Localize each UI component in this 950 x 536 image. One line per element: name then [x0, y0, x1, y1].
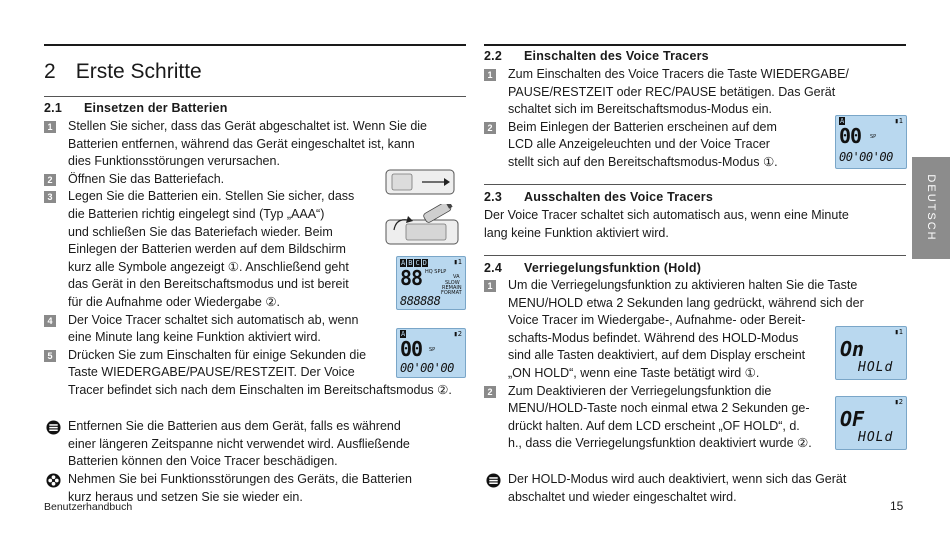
chapter-title: Erste Schritte: [75, 60, 202, 83]
section-2-4-heading: [484, 261, 701, 275]
note-text-line: Nehmen Sie bei Funktionsstörungen des Geräts, die Batterien: [68, 472, 412, 486]
step-text-line: Beim Einlegen der Batterien erscheinen auf dem: [508, 119, 777, 134]
section-2-1-heading: [44, 101, 228, 115]
step-text-line: und schließen Sie das Bateriefach wieder. Beim: [68, 224, 333, 239]
lcd-digit-row: 888888: [400, 294, 441, 308]
step-text-line: Drücken Sie zum Einschalten für einige Sekunden die: [68, 347, 367, 362]
lcd-big-text: On: [840, 337, 865, 361]
note-item: [484, 471, 846, 506]
lcd-big-digits: 88: [400, 266, 423, 290]
section-rule: [484, 255, 906, 256]
section-number: 2.4: [484, 261, 502, 275]
step-text-line: Taste WIEDERGABE/PAUSE/RESTZEIT. Der Voice: [68, 365, 355, 380]
lcd-hold-text: HOLd: [858, 430, 894, 445]
step-text-line: „ON HOLD“, wenn eine Taste betätigt wird ①.: [508, 365, 760, 380]
section-title: Einsetzen der Batterien: [84, 101, 228, 115]
step-text-line: drückt halten. Auf dem LCD erscheint „OF HOLD“, d.: [508, 418, 800, 433]
step-text-line: Batterien entfernen, während das Gerät eingeschaltet ist, kann: [68, 136, 415, 151]
step-number-badge: 1: [484, 280, 496, 292]
step-text-line: PAUSE/RESTZEIT oder REC/PAUSE betätigen. Das Gerät: [508, 84, 836, 99]
lcd-on-hold: [835, 326, 907, 380]
step-number-badge: 5: [44, 350, 56, 362]
lcd-hold-text: HOLd: [858, 360, 894, 375]
lcd-battery-badge: ▮2: [453, 330, 462, 338]
step-number-badge: 2: [484, 386, 496, 398]
step-text-line: schaltet sich im Bereitschaftsmodus-Modus ein.: [508, 102, 772, 117]
lcd-letter: D: [422, 259, 427, 267]
top-rule-right: [484, 44, 906, 46]
step-text-line: Um die Verriegelungsfunktion zu aktivieren halten Sie die Taste: [508, 278, 858, 292]
lcd-big-text: OF: [840, 407, 865, 431]
lcd-battery-badge: ▮1: [894, 328, 903, 336]
step-item: [484, 66, 908, 119]
language-tab-label: DEUTSCH: [925, 174, 937, 242]
step-text-line: Legen Sie die Batterien ein. Stellen Sie sicher, dass: [68, 189, 355, 204]
step-number-badge: 2: [44, 174, 56, 186]
lcd-big-digits: 00: [400, 337, 423, 361]
note-text-line: kurz heraus und setzen Sie sie wieder ein.: [68, 489, 303, 504]
section-2-2-heading: [484, 49, 709, 63]
section-title: Verriegelungsfunktion (Hold): [524, 261, 702, 275]
lcd-all-symbols: [396, 256, 466, 310]
step-text-line: Zum Einschalten des Voice Tracers die Taste WIEDERGABE/: [508, 67, 849, 81]
battery-insert-illustration: [384, 204, 464, 246]
lcd-digit-row: 00'00'00: [400, 361, 454, 375]
step-text-line: Voice Tracer im Wiedergabe-, Aufnahme- oder Bereit-: [508, 313, 806, 328]
lcd-letter: A: [401, 259, 406, 267]
step-number-badge: 1: [44, 121, 56, 133]
paragraph-line: lang keine Funktion aktiviert wird.: [484, 225, 669, 240]
step-text-line: kurz alle Symbole angezeigt ①. Anschließend geht: [68, 259, 349, 274]
step-number-badge: 4: [44, 315, 56, 327]
step-text-line: h., dass die Verriegelungsfunktion deaktiviert wurde ②.: [508, 436, 812, 451]
note-text-line: einer längeren Zeitspanne nicht verwendet wird. Ausfließende: [68, 436, 410, 451]
note-text-line: Entfernen Sie die Batterien aus dem Gerät, falls es während: [68, 419, 401, 433]
section-number: 2.2: [484, 49, 502, 63]
lcd-label: SP: [870, 134, 877, 140]
lcd-letter: A: [840, 117, 845, 125]
lcd-label: HQ SPLP: [425, 269, 447, 275]
note-text-line: Batterien können den Voice Tracer beschädigen.: [68, 454, 338, 469]
step-text-line: die Batterien richtig eingelegt sind (Typ „AAA“): [68, 206, 325, 221]
step-text-line: stellt sich auf den Bereitschaftsmodus-Modus ①.: [508, 154, 778, 169]
step-item: [44, 118, 468, 171]
step-text-line: Zum Deaktivieren der Verriegelungsfunktion die: [508, 383, 772, 398]
step-text-line: schafts-Modus befindet. Während des HOLD-Modus: [508, 330, 799, 345]
paragraph-line: Der Voice Tracer schaltet sich automatisch aus, wenn eine Minute: [484, 208, 849, 222]
footer-manual-label: Benutzerhandbuch: [44, 501, 133, 513]
section-number: 2.1: [44, 101, 62, 115]
step-number-badge: 3: [44, 191, 56, 203]
page-number: 15: [890, 499, 904, 513]
chapter-rule: [44, 96, 466, 97]
note-text-line: Der HOLD-Modus wird auch deaktiviert, wenn sich das Gerät: [508, 472, 847, 486]
section-number: 2.3: [484, 190, 502, 204]
lcd-letter: A: [401, 330, 406, 338]
step-text-line: Der Voice Tracer schaltet sich automatisch ab, wenn: [68, 312, 359, 327]
step-text-line: Öffnen Sie das Batteriefach.: [68, 171, 225, 186]
step-text-line: dies Funktionsstörungen verursachen.: [68, 154, 280, 169]
note-text-line: abschaltet und wieder eingeschaltet wird.: [508, 489, 737, 504]
lcd-label: REMAIN: [442, 285, 462, 291]
note-item: [44, 418, 410, 471]
step-text-line: eine Minute lang keine Funktion aktiviert wird.: [68, 330, 321, 345]
lcd-digit-row: 00'00'00: [839, 150, 893, 164]
step-text-line: Stellen Sie sicher, dass das Gerät abgeschaltet ist. Wenn Sie die: [68, 119, 427, 133]
lcd-label: SLOW: [445, 280, 460, 286]
step-number-badge: 2: [484, 122, 496, 134]
chapter-heading: [44, 60, 202, 84]
lcd-label: SP: [429, 347, 436, 353]
section-title: Einschalten des Voice Tracers: [524, 49, 709, 63]
step-text-line: LCD alle Anzeigeleuchten und der Voice Tracer: [508, 137, 770, 152]
lcd-battery-badge: ▮1: [453, 258, 462, 266]
lcd-battery-badge: ▮2: [894, 398, 903, 406]
section-2-3-heading: [484, 190, 713, 204]
lcd-big-digits: 00: [839, 124, 862, 148]
step-text-line: das Gerät in den Bereitschaftsmodus und ist bereit: [68, 277, 349, 292]
step-text-line: MENU/HOLD etwa 2 Sekunden lang gedrückt, während sich der: [508, 295, 864, 310]
lcd-of-hold: [835, 396, 907, 450]
battery-cover-illustration: [384, 168, 456, 196]
lcd-label: VA: [453, 274, 460, 280]
top-rule-left: [44, 44, 466, 46]
step-text-line: sind alle Tasten deaktiviert, auf dem Display erscheint: [508, 348, 806, 363]
lcd-battery-badge: ▮1: [894, 117, 903, 125]
lcd-standby-right: [835, 115, 907, 169]
section-title: Ausschalten des Voice Tracers: [524, 190, 713, 204]
step-text-line: Tracer befindet sich nach dem Einschalten im Bereitschaftsmodus ②.: [68, 382, 452, 397]
lcd-letter: B: [408, 259, 413, 267]
lcd-standby-left: [396, 328, 466, 378]
section-rule: [484, 184, 906, 185]
chapter-number: 2: [44, 60, 56, 83]
language-tab: [912, 157, 950, 259]
step-text-line: Einlegen der Batterien werden auf dem Bildschirm: [68, 242, 346, 257]
step-text-line: MENU/HOLD-Taste noch einmal etwa 2 Sekunden ge-: [508, 401, 810, 416]
step-number-badge: 1: [484, 69, 496, 81]
lcd-label: FORMAT: [441, 290, 462, 296]
lcd-letter: C: [415, 259, 420, 267]
step-text-line: für die Aufnahme oder Wiedergabe ②.: [68, 294, 281, 309]
